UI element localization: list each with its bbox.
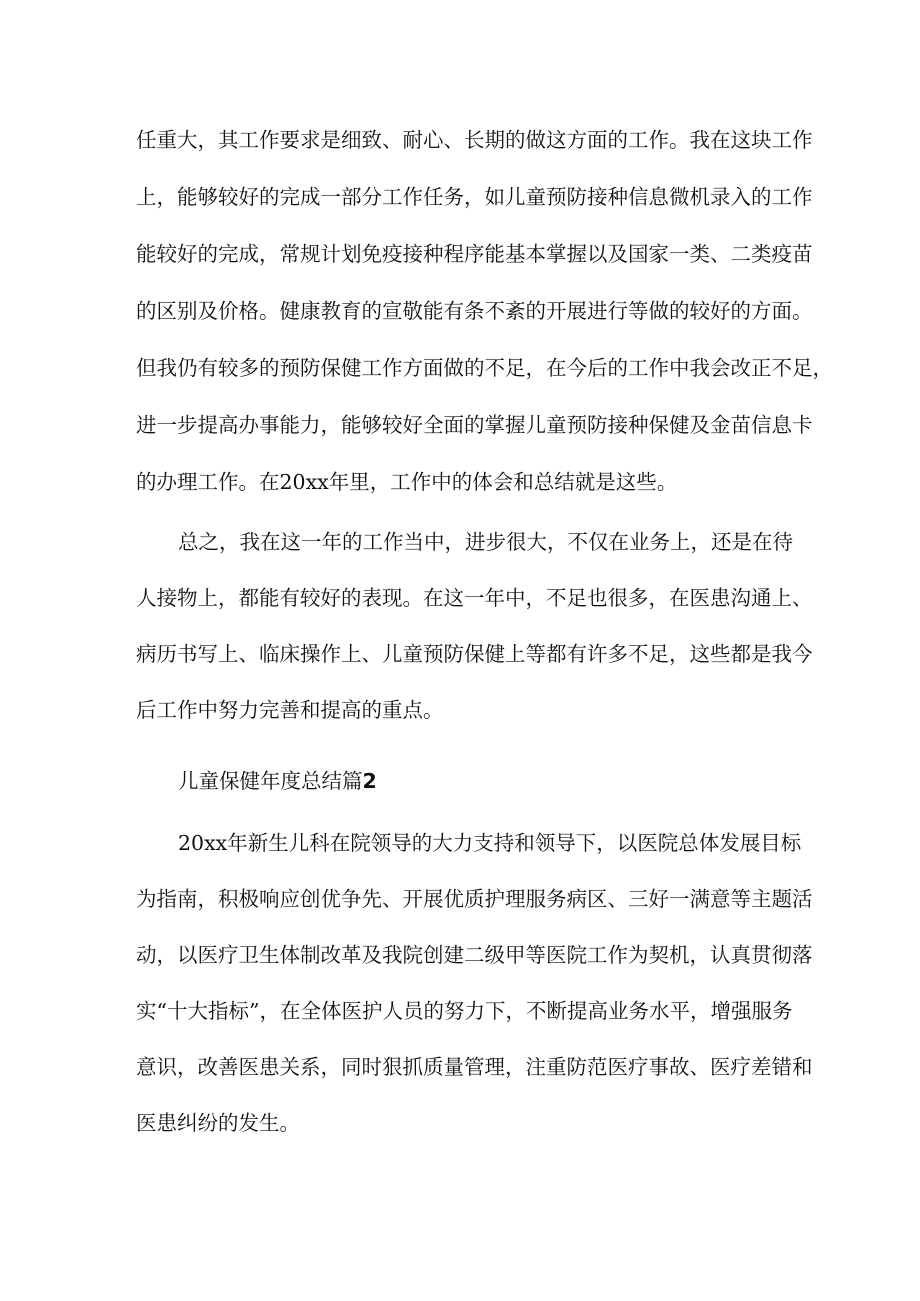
- paragraph-line: 人接物上，都能有较好的表现。在这一年中，不足也很多，在医患沟通上、: [136, 586, 813, 610]
- paragraph-line: 意识，改善医患关系，同时狠抓质量管理，注重防范医疗事故、医疗差错和: [136, 1055, 813, 1079]
- heading-number: 2: [362, 769, 377, 793]
- paragraph-line: 总之，我在这一年的工作当中，进步很大，不仅在业务上，还是在待: [178, 530, 793, 554]
- paragraph-line: 进一步提高办事能力，能够较好全面的掌握儿童预防接种保健及金苗信息卡: [136, 413, 813, 437]
- paragraph-line: 但我仍有较多的预防保健工作方面做的不足，在今后的工作中我会改正不足，: [136, 356, 833, 380]
- paragraph-line: 任重大，其工作要求是细致、耐心、长期的做这方面的工作。我在这块工作: [136, 128, 813, 152]
- section-heading: [178, 766, 377, 796]
- paragraph-line: 动，以医疗卫生体制改革及我院创建二级甲等医院工作为契机，认真贯彻落: [136, 943, 813, 967]
- paragraph-line: 后工作中努力完善和提高的重点。: [136, 698, 444, 722]
- paragraph-line: 能较好的完成，常规计划免疫接种程序能基本掌握以及国家一类、二类疫苗: [136, 242, 813, 266]
- heading-text: 儿童保健年度总结篇: [178, 769, 363, 793]
- paragraph-line: 的办理工作。在20xx年里，工作中的体会和总结就是这些。: [136, 470, 678, 494]
- paragraph-line: 20xx年新生儿科在院领导的大力支持和领导下，以医院总体发展目标: [178, 831, 802, 855]
- paragraph-line: 病历书写上、临床操作上、儿童预防保健上等都有许多不足，这些都是我今: [136, 642, 813, 666]
- paragraph-line: 医患纠纷的发生。: [136, 1111, 300, 1135]
- paragraph-line: 上，能够较好的完成一部分工作任务，如儿童预防接种信息微机录入的工作: [136, 185, 813, 209]
- paragraph-line: 实“十大指标”，在全体医护人员的努力下，不断提高业务水平，增强服务: [136, 999, 793, 1023]
- paragraph-line: 的区别及价格。健康教育的宣敬能有条不紊的开展进行等做的较好的方面。: [136, 299, 813, 323]
- paragraph-line: 为指南，积极响应创优争先、开展优质护理服务病区、三好一满意等主题活: [136, 887, 813, 911]
